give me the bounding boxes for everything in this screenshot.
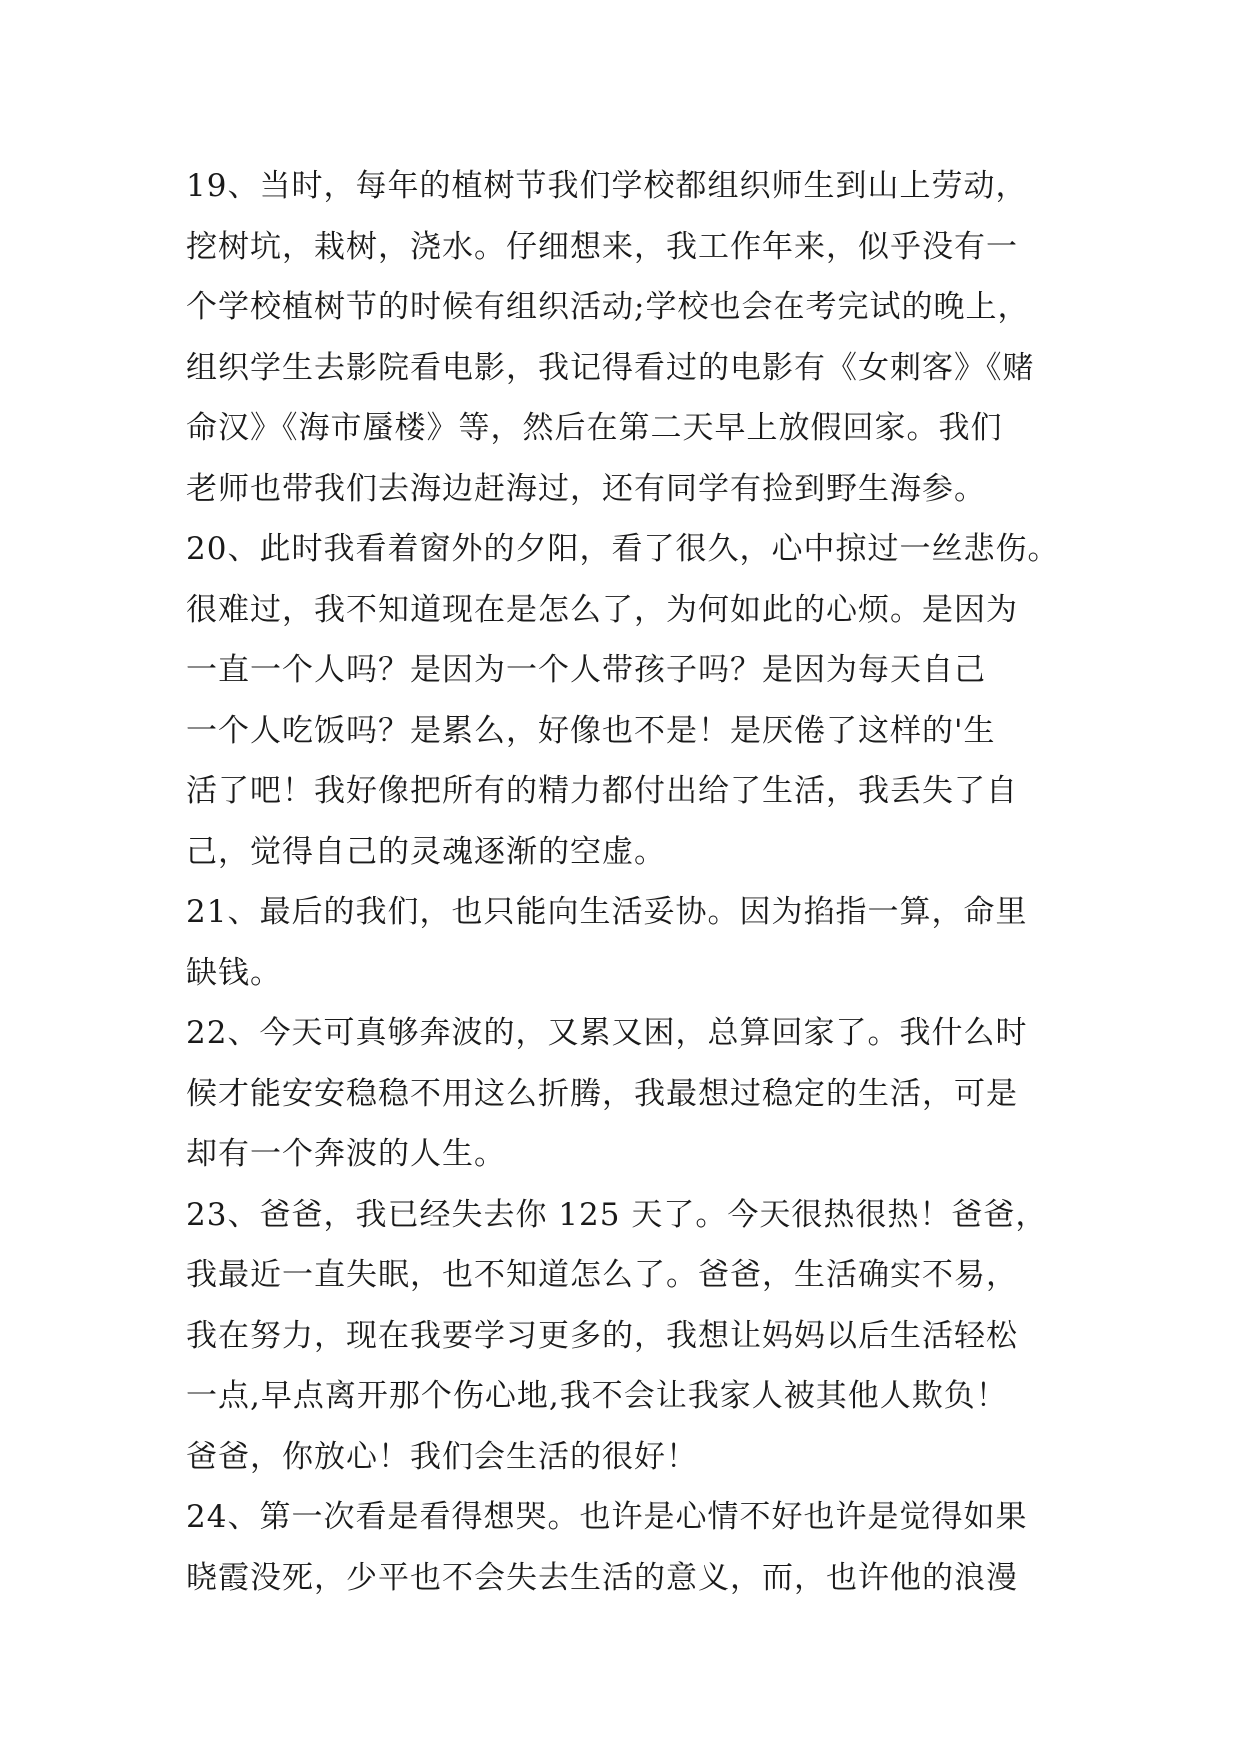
text-line: 一点,早点离开那个伤心地,我不会让我家人被其他人欺负！ [186, 1378, 1008, 1414]
text-line: 爸爸，你放心！我们会生活的很好！ [186, 1438, 698, 1475]
text-line: 22、今天可真够奔波的，又累又困，总算回家了。我什么时 [186, 1015, 1028, 1051]
text-line: 缺钱。 [186, 954, 282, 991]
text-line: 我最近一直失眠，也不知道怎么了。爸爸，生活确实不易， [186, 1257, 1018, 1293]
text-line: 候才能安安稳稳不用这么折腾，我最想过稳定的生活，可是 [186, 1075, 1018, 1112]
text-line: 个学校植树节的时候有组织活动;学校也会在考完试的晚上， [186, 289, 1030, 325]
text-line: 23、爸爸，我已经失去你 125 天了。今天很热很热！爸爸， [186, 1196, 1048, 1233]
text-line: 21、最后的我们，也只能向生活妥协。因为掐指一算，命里 [186, 894, 1028, 930]
text-line: 己，觉得自己的灵魂逐渐的空虚。 [186, 833, 666, 870]
text-line: 挖树坑，栽树，浇水。仔细想来，我工作年来，似乎没有一 [186, 228, 1018, 265]
text-line: 却有一个奔波的人生。 [186, 1136, 506, 1172]
text-line: 组织学生去影院看电影，我记得看过的电影有《女刺客》《赌 [186, 349, 1035, 386]
text-line: 一直一个人吗？是因为一个人带孩子吗？是因为每天自己 [186, 652, 986, 688]
text-line: 老师也带我们去海边赶海过，还有同学有捡到野生海参。 [186, 470, 986, 507]
text-line: 一个人吃饭吗？是累么，好像也不是！是厌倦了这样的'生 [186, 712, 996, 749]
text-line: 晓霞没死，少平也不会失去生活的意义，而，也许他的浪漫 [186, 1559, 1018, 1596]
text-line: 我在努力，现在我要学习更多的，我想让妈妈以后生活轻松 [186, 1317, 1018, 1354]
text-line: 24、第一次看是看得想哭。也许是心情不好也许是觉得如果 [186, 1499, 1028, 1535]
text-line: 19、当时，每年的植树节我们学校都组织师生到山上劳动， [186, 168, 1028, 204]
text-line: 20、此时我看着窗外的夕阳，看了很久，心中掠过一丝悲伤。 [186, 531, 1060, 567]
text-line: 很难过，我不知道现在是怎么了，为何如此的心烦。是因为 [186, 591, 1018, 628]
text-line: 活了吧！我好像把所有的精力都付出给了生活，我丢失了自 [186, 773, 1018, 809]
text-line: 命汉》《海市蜃楼》等，然后在第二天早上放假回家。我们 [186, 410, 1003, 446]
body-text [186, 156, 1086, 1608]
